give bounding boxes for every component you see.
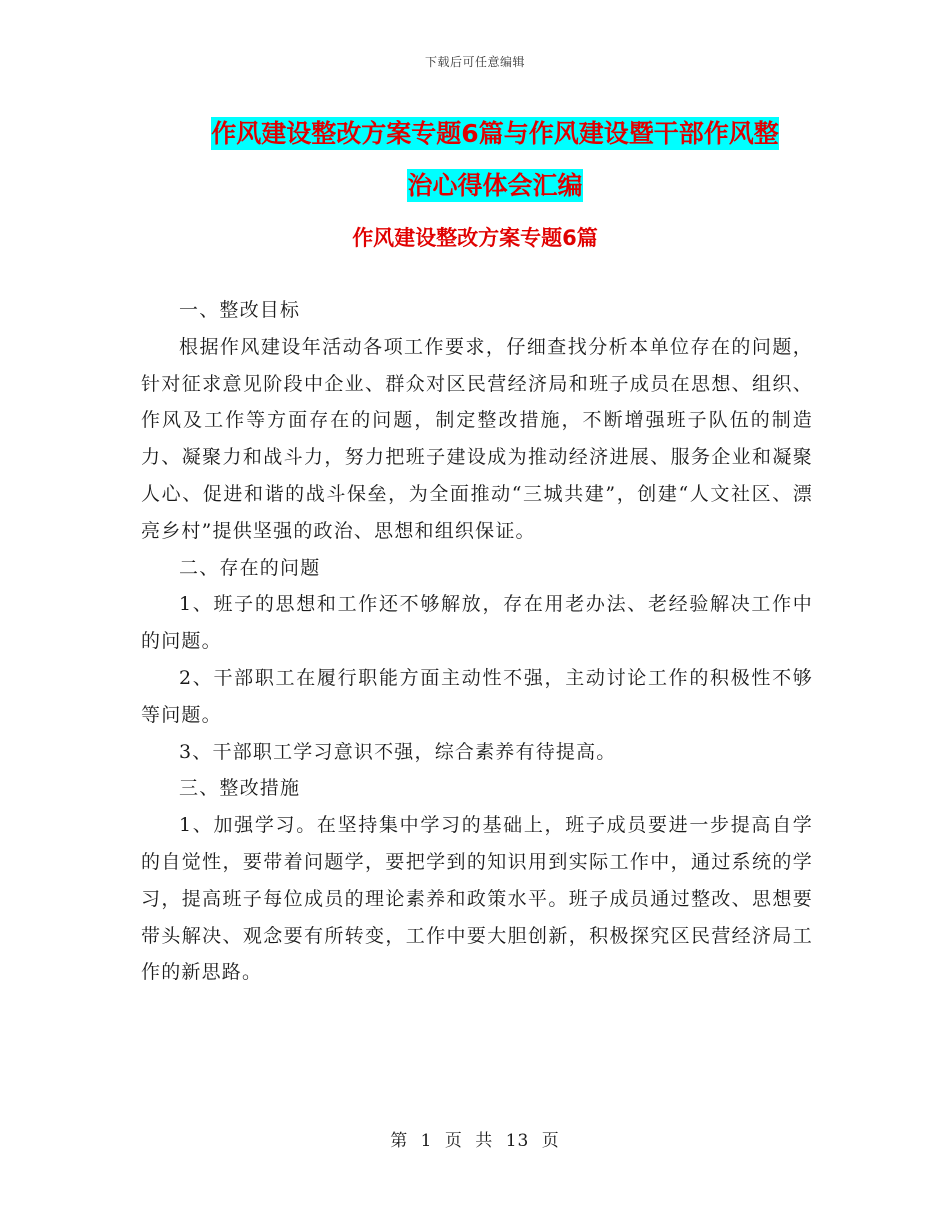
page-header-note: 下载后可任意编辑	[424, 55, 525, 69]
paragraph-measure-1: 1、加强学习。在坚持集中学习的基础上，班子成员要进一步提高自学的自觉性，要带着问题学，要把学到的知识用到实际工作中，通过系统的学习，提高班子每位成员的理论素养和政策水平。班子成员通过整改、思想要带头解决、观念要有所转变，工作中要大胆创新，积极探究区民营经济局工作的新思路。	[141, 814, 813, 984]
paragraph-problem-2: 2、干部职工在履行职能方面主动性不强，主动讨论工作的积极性不够等问题。	[141, 666, 813, 726]
document-title	[170, 108, 820, 212]
section-title: 作风建设整改方案专题6篇	[352, 226, 598, 250]
heading-existing-problems: 二、存在的问题	[179, 556, 321, 579]
paragraph-problem-1: 1、班子的思想和工作还不够解放，存在用老办法、老经验解决工作中的问题。	[141, 593, 813, 653]
paragraph-goals-body: 根据作风建设年活动各项工作要求，仔细查找分析本单位存在的问题，针对征求意见阶段中企业、群众对区民营经济局和班子成员在思想、组织、作风及工作等方面存在的问题，制定整改措施，不断增强班子队伍的制造力、凝聚力和战斗力，努力把班子建设成为推动经济进展、服务企业和凝聚人心、促进和谐的战斗保垒，为全面推动“三城共建”，创建“人文社区、漂亮乡村”提供坚强的政治、思想和组织保证。	[141, 335, 813, 542]
document-title-line-2: 治心得体会汇编	[407, 171, 583, 200]
heading-rectification-goals: 一、整改目标	[179, 299, 301, 321]
document-title-line-1: 作风建设整改方案专题6篇与作风建设暨干部作风整	[211, 119, 779, 148]
heading-rectification-measures: 三、整改措施	[179, 777, 301, 800]
paragraph-problem-3: 3、干部职工学习意识不强，综合素养有待提高。	[179, 740, 617, 763]
document-body	[141, 292, 813, 991]
page-number-footer: 第 1 页 共 13 页	[390, 1131, 560, 1151]
